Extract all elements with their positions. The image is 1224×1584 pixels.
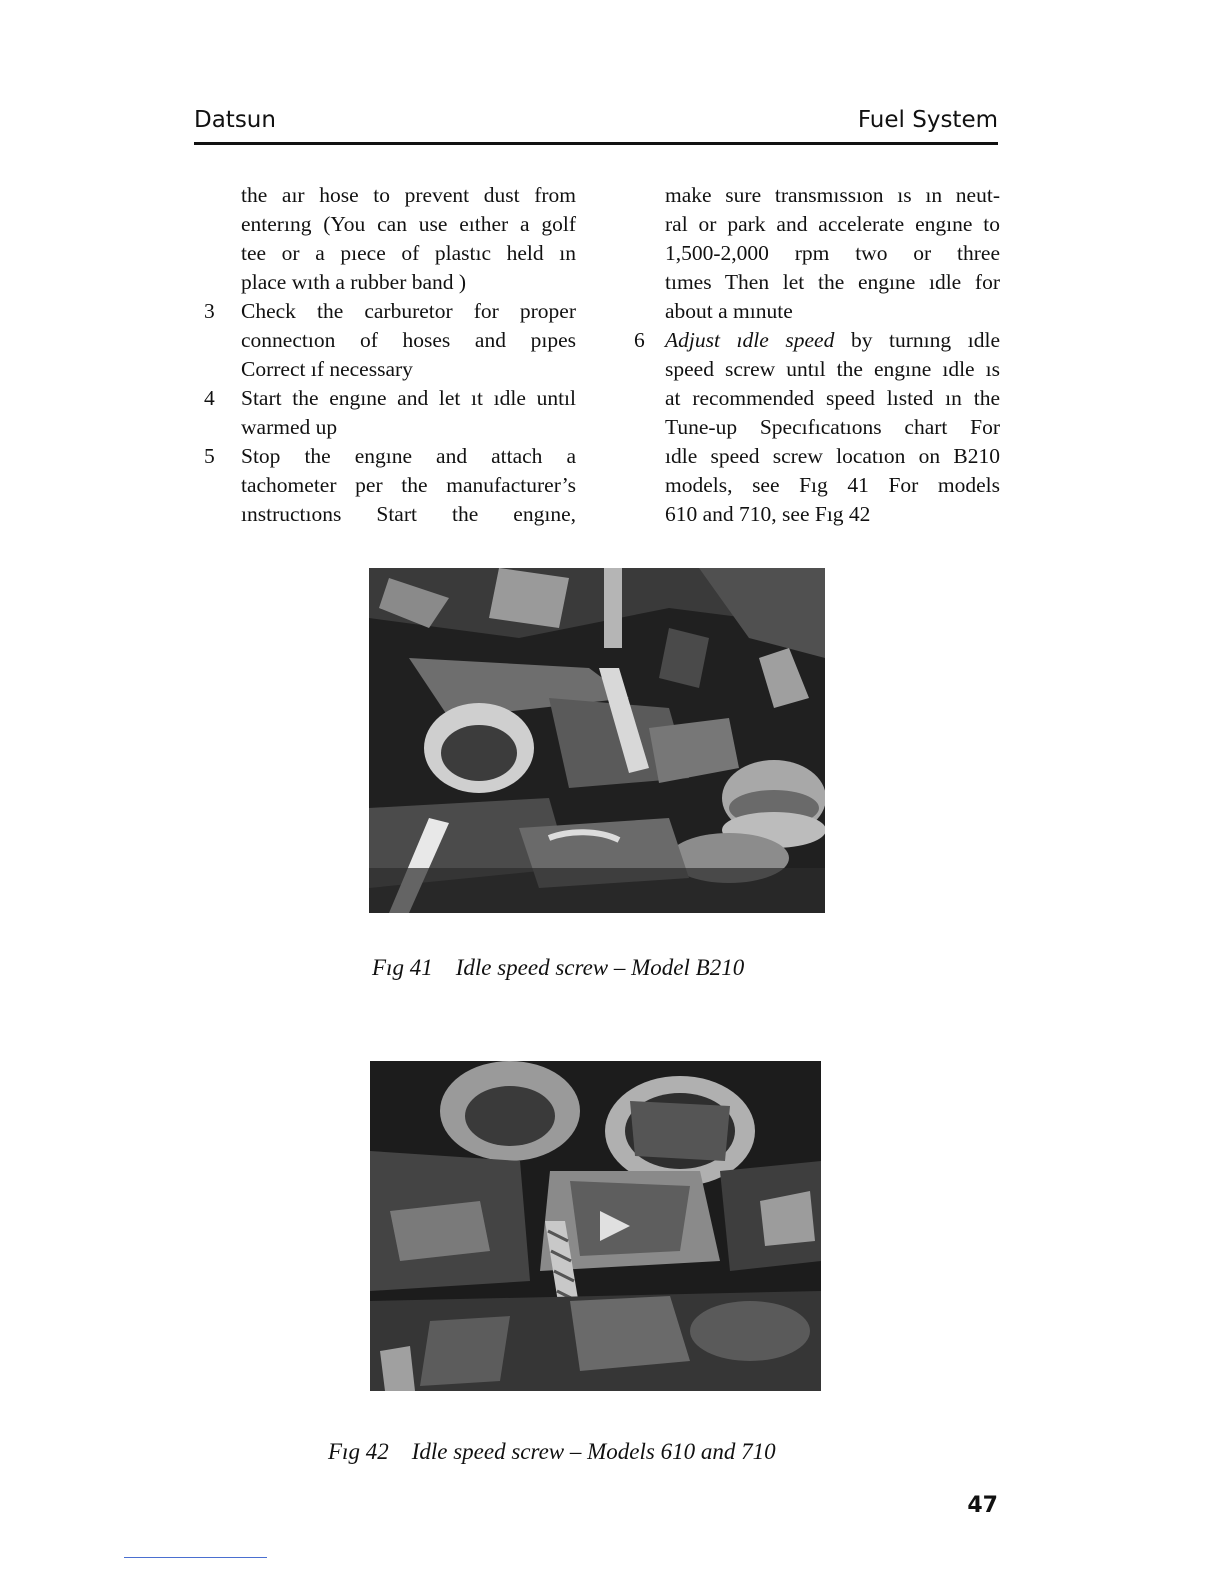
step-number: 6 [634,328,645,352]
caption-text: Idle speed screw – Model B210 [455,955,745,980]
text-line: 610 and 710, see Fıg 42 [665,502,871,526]
text-line: ınstructıons Start the engıne, [241,502,576,526]
text-line [665,326,1000,355]
text-line: ral or park and accelerate engıne to [665,212,1000,236]
text-line: Correct ıf necessary [241,357,413,381]
text-line: tee or a pıece of plastıc held ın [241,241,576,265]
page-number: 47 [967,1493,998,1518]
list-item [624,181,1000,326]
footer-rule [124,1557,267,1558]
step-emphasis: Adjust ıdle speed [665,328,835,352]
running-header-left: Datsun [194,107,276,133]
step-number: 3 [204,299,215,323]
list-item [200,297,576,384]
list-item [200,442,576,529]
text-line: Tune-up Specıfıcatıons chart For [665,415,1000,439]
text-line: the aır hose to prevent dust from [241,183,576,207]
text-line: ıdle speed screw locatıon on B210 [665,444,1000,468]
list-item [624,326,1000,529]
text-line: 1,500-2,000 rpm two or three [665,241,1000,265]
text-line: about a mınute [665,299,793,323]
text-line: make sure transmıssıon ıs ın neut- [665,183,1000,207]
step-number: 5 [204,444,215,468]
text-line: connectıon of hoses and pıpes [241,328,576,352]
text-line: place wıth a rubber band ) [241,270,467,294]
text-line: speed screw untıl the engıne ıdle ıs [665,357,1000,381]
running-header-right: Fuel System [857,107,998,133]
caption-label: Fıg 41 [372,955,433,980]
list-item [200,181,576,297]
left-column [200,181,576,529]
text-line: Start the engıne and let ıt ıdle untıl [241,386,576,410]
right-column [624,181,1000,529]
figure-caption [328,1437,776,1467]
figure-caption [372,953,744,983]
text-line: tımes Then let the engıne ıdle for [665,270,1000,294]
engine-photo-fig-42 [370,1061,821,1391]
text-line: models, see Fıg 41 For models [665,473,1000,497]
caption-text: Idle speed screw – Models 610 and 710 [411,1439,776,1464]
text-fragment: by turnıng ıdle [850,328,1000,352]
header-rule [194,142,998,145]
caption-label: Fıg 42 [328,1439,389,1464]
text-line: at recommended speed lısted ın the [665,386,1000,410]
text-line: Stop the engıne and attach a [241,444,576,468]
list-item [200,384,576,442]
step-number: 4 [204,386,215,410]
text-line: Check the carburetor for proper [241,299,576,323]
text-line: warmed up [241,415,338,439]
engine-photo-fig-41 [369,568,825,913]
text-line: tachometer per the manufacturer’s [241,473,576,497]
text-line: enterıng (You can use eıther a golf [241,212,576,236]
